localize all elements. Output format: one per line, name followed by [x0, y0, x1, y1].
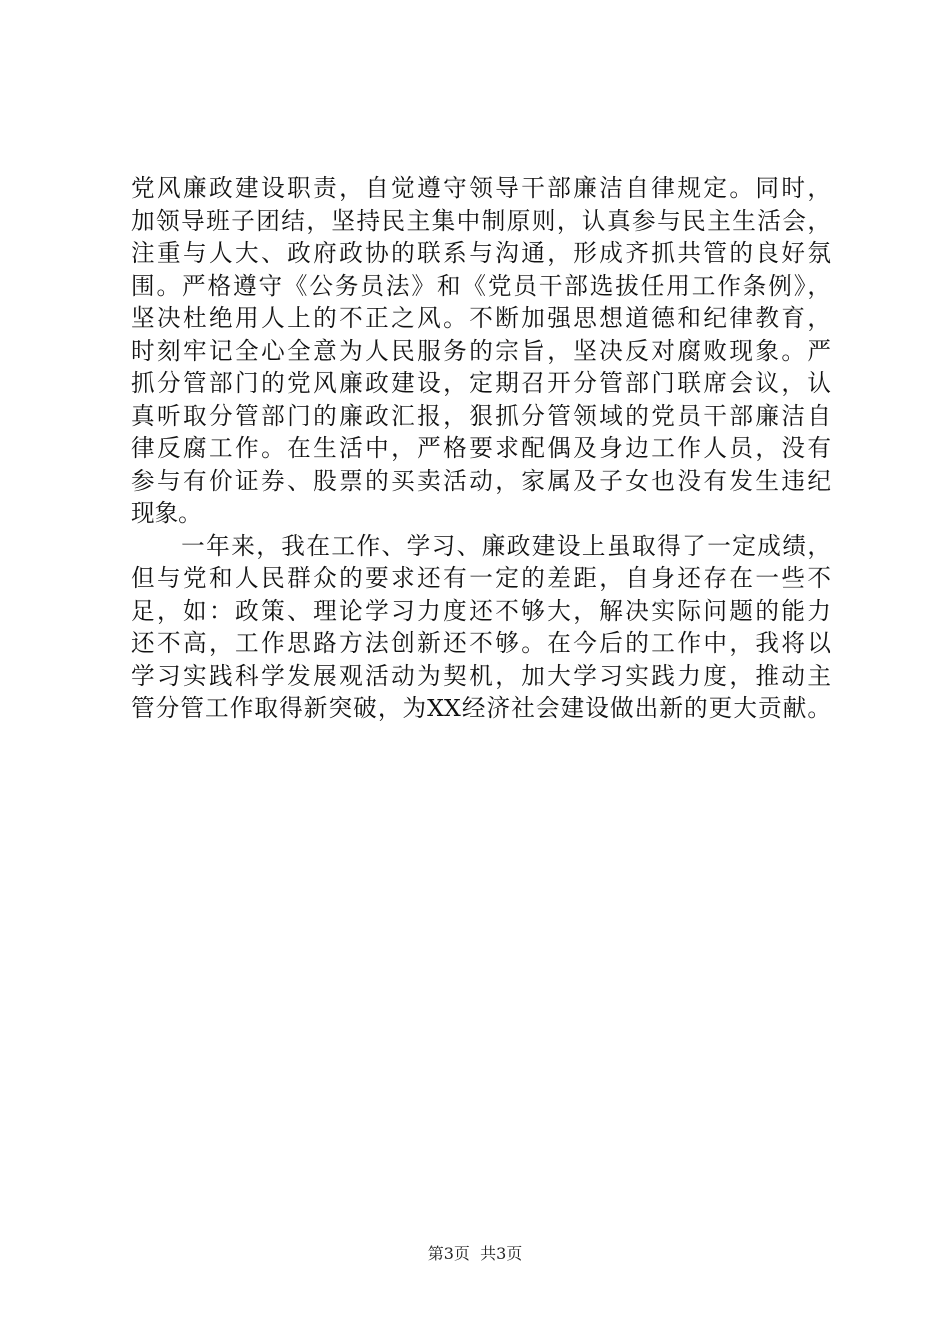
text-line: 真听取分管部门的廉政汇报，狠抓分管领域的党员干部廉洁自	[131, 401, 831, 430]
document-body	[131, 172, 831, 725]
text-line: 抓分管部门的党风廉政建设，定期召开分管部门联席会议，认	[131, 369, 831, 397]
text-line: 加领导班子团结，坚持民主集中制原则，认真参与民主生活会，	[131, 206, 831, 235]
text-line: 参与有价证券、股票的买卖活动，家属及子女也没有发生违纪	[131, 466, 831, 495]
paragraph-2	[131, 530, 831, 725]
text-line: 一年来，我在工作、学习、廉政建设上虽取得了一定成绩，	[131, 531, 831, 560]
text-line: 还不高，工作思路方法创新还不够。在今后的工作中，我将以	[131, 629, 831, 657]
text-line: 但与党和人民群众的要求还有一定的差距，自身还存在一些不	[131, 564, 831, 592]
paragraph-1	[131, 172, 831, 530]
text-line: 现象。	[131, 499, 202, 527]
text-line: 党风廉政建设职责，自觉遵守领导干部廉洁自律规定。同时，	[131, 174, 831, 202]
page-footer	[0, 1244, 950, 1264]
text-line: 围。严格遵守《公务员法》和《党员干部选拔任用工作条例》，	[131, 271, 831, 300]
text-line: 学习实践科学发展观活动为契机，加大学习实践力度，推动主	[131, 661, 831, 690]
text-line: 管分管工作取得新突破，为XX经济社会建设做出新的更大贡献。	[131, 694, 831, 722]
text-line: 足，如：政策、理论学习力度还不够大，解决实际问题的能力	[131, 596, 831, 625]
page-number: 第3页 共3页	[427, 1244, 523, 1263]
text-line: 注重与人大、政府政协的联系与沟通，形成齐抓共管的良好氛	[131, 239, 831, 267]
text-line: 坚决杜绝用人上的不正之风。不断加强思想道德和纪律教育，	[131, 304, 831, 332]
text-line: 时刻牢记全心全意为人民服务的宗旨，坚决反对腐败现象。严	[131, 336, 831, 365]
text-line: 律反腐工作。在生活中，严格要求配偶及身边工作人员，没有	[131, 434, 831, 462]
